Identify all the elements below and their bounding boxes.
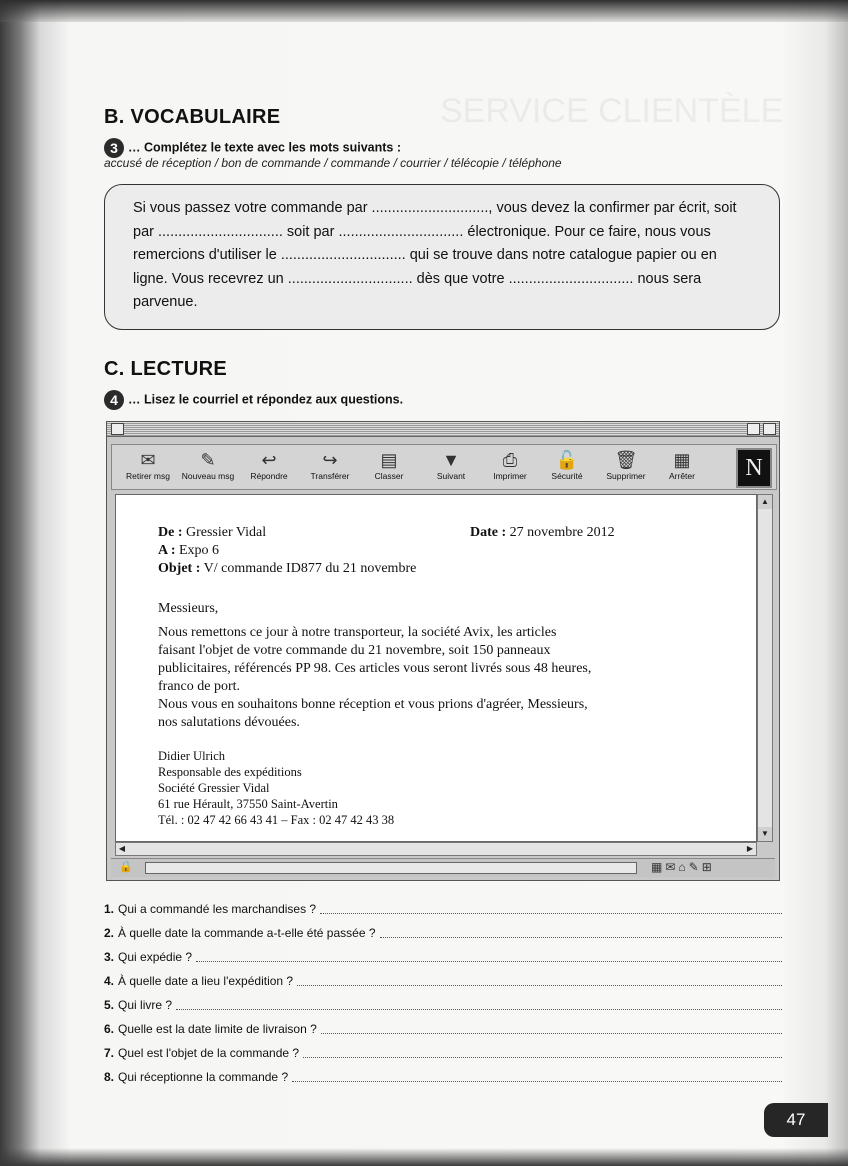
new-message-button[interactable] [178, 447, 238, 487]
reading-instruction: … Lisez le courriel et répondez aux questions. [128, 392, 404, 407]
question-text: À quelle date a lieu l'expédition ? [118, 974, 294, 988]
from-line [158, 525, 266, 541]
vertical-scrollbar[interactable] [757, 494, 773, 842]
component-bar-icons[interactable]: ▦✉⌂✎⊞ [651, 860, 715, 874]
forward-button[interactable] [302, 447, 358, 487]
vocab-instruction-line [104, 138, 401, 158]
subject-label: Objet : [158, 561, 201, 576]
file-button[interactable] [366, 447, 412, 487]
question-row [104, 1070, 782, 1084]
scroll-left-icon[interactable]: ◀ [118, 844, 126, 853]
stop-icon: ▦ [673, 450, 691, 470]
to-value: Expo 6 [179, 543, 220, 558]
stop-button[interactable] [660, 447, 704, 487]
button-label: Sécurité [551, 471, 583, 481]
body-line: franco de port. [158, 679, 241, 694]
question-text: Qui réceptionne la commande ? [118, 1070, 289, 1084]
bleed-through-text: SERVICE CLIENTÈLE [440, 92, 784, 130]
new-message-icon: ✎ [200, 450, 216, 470]
exercise-number-badge: 3 [104, 138, 124, 158]
fill-in-text: Si vous passez votre commande par ............................., vous devez la confirmer par écrit, soit par ............................... soit par ............................... électronique. Pour ce faire, nous vous remercions d'utiliser le ............................... qui se trouve dans notre catalogue papier ou en ligne. Vous recevrez un ............................... dès que votre ............................... nous sera parvenue. [133, 200, 737, 310]
lock-status-icon: 🔒 [119, 861, 133, 873]
question-number: 8. [104, 1070, 115, 1084]
body-line: publicitaires, référencés PP 98. Ces articles vous seront livrés sous 48 heures, [158, 661, 592, 676]
fill-in-box [104, 184, 780, 330]
delete-button[interactable] [600, 447, 652, 487]
button-label: Retirer msg [126, 471, 170, 481]
answer-line[interactable] [380, 926, 782, 938]
file-icon: ▤ [380, 450, 398, 470]
question-row [104, 950, 782, 964]
answer-line[interactable] [297, 974, 782, 986]
status-field [145, 862, 637, 874]
netscape-logo: N [736, 448, 772, 488]
window-titlebar[interactable] [107, 422, 779, 437]
reading-instruction-line [104, 390, 403, 410]
vocab-heading: B. VOCABULAIRE [104, 106, 281, 128]
body-line: nos salutations dévouées. [158, 715, 300, 730]
button-label: Transférer [310, 471, 350, 481]
message-body [115, 494, 757, 842]
trash-icon: 🗑 [614, 450, 638, 470]
question-text: Qui a commandé les marchandises ? [118, 902, 317, 916]
next-button[interactable] [428, 447, 474, 487]
zoom-box[interactable] [747, 423, 760, 435]
close-box[interactable] [111, 423, 124, 435]
button-label: Imprimer [493, 471, 527, 481]
from-label: De : [158, 525, 183, 540]
scroll-down-icon[interactable]: ▼ [758, 827, 772, 841]
subject-value: V/ commande ID877 du 21 novembre [203, 561, 417, 576]
answer-line[interactable] [320, 902, 782, 914]
reply-icon: ↩ [261, 450, 277, 470]
mail-window [106, 421, 780, 881]
security-button[interactable] [544, 447, 590, 487]
question-row [104, 926, 782, 940]
exercise-number-badge: 4 [104, 390, 124, 410]
question-text: Quelle est la date limite de livraison ? [118, 1022, 317, 1036]
date-value: 27 novembre 2012 [509, 525, 615, 540]
from-value: Gressier Vidal [186, 525, 267, 540]
answer-line[interactable] [321, 1022, 782, 1034]
signature-line: Tél. : 02 47 42 66 43 41 – Fax : 02 47 42 43 38 [158, 813, 395, 827]
bottom-shadow [0, 1148, 848, 1166]
date-label: Date : [470, 525, 507, 540]
signature-line: 61 rue Hérault, 37550 Saint-Avertin [158, 797, 338, 811]
signature-line: Responsable des expéditions [158, 765, 302, 779]
signature-line: Didier Ulrich [158, 749, 225, 763]
reading-heading: C. LECTURE [104, 358, 227, 380]
answer-line[interactable] [196, 950, 782, 962]
retrieve-icon: ✉ [140, 450, 156, 470]
next-icon: ▼ [442, 450, 460, 470]
date-line [470, 525, 615, 541]
scroll-up-icon[interactable]: ▲ [758, 495, 772, 509]
question-number: 7. [104, 1046, 115, 1060]
scroll-right-icon[interactable]: ▶ [746, 844, 754, 853]
question-number: 4. [104, 974, 115, 988]
question-row [104, 1022, 782, 1036]
lock-icon: 🔓 [555, 450, 579, 470]
question-row [104, 1046, 782, 1060]
button-label: Nouveau msg [181, 471, 235, 481]
question-text: Quel est l'objet de la commande ? [118, 1046, 300, 1060]
top-shadow [0, 0, 848, 22]
to-line [158, 543, 219, 559]
to-label: A : [158, 543, 176, 558]
vocab-instruction: … Complétez le texte avec les mots suivants : [128, 140, 402, 155]
question-row [104, 998, 782, 1012]
reply-button[interactable] [244, 447, 294, 487]
page-number: 47 [764, 1103, 828, 1137]
signature-line: Société Gressier Vidal [158, 781, 270, 795]
collapse-box[interactable] [763, 423, 776, 435]
question-number: 1. [104, 902, 115, 916]
question-row [104, 902, 782, 916]
button-label: Suivant [436, 471, 466, 481]
print-button[interactable] [486, 447, 534, 487]
body-line: Nous vous en souhaitons bonne réception et vous prions d'agréer, Messieurs, [158, 697, 588, 712]
question-number: 5. [104, 998, 115, 1012]
answer-line[interactable] [292, 1070, 782, 1082]
question-text: À quelle date la commande a-t-elle été passée ? [118, 926, 376, 940]
status-bar [111, 858, 775, 877]
button-label: Supprimer [606, 471, 646, 481]
question-number: 6. [104, 1022, 115, 1036]
mail-toolbar [111, 444, 777, 490]
question-text: Qui expédie ? [118, 950, 193, 964]
print-icon: ⎙ [502, 450, 518, 470]
subject-line [158, 561, 416, 577]
question-number: 2. [104, 926, 115, 940]
answer-line[interactable] [303, 1046, 782, 1058]
question-number: 3. [104, 950, 115, 964]
forward-icon: ↪ [322, 450, 338, 470]
button-label: Arrêter [669, 471, 695, 481]
question-row [104, 974, 782, 988]
word-list: accusé de réception / bon de commande / commande / courrier / télécopie / téléphone [104, 156, 562, 170]
button-label: Classer [374, 471, 404, 481]
body-line: faisant l'objet de votre commande du 21 novembre, soit 150 panneaux [158, 643, 551, 658]
horizontal-scrollbar[interactable] [115, 842, 757, 856]
body-line: Nous remettons ce jour à notre transporteur, la société Avix, les articles [158, 625, 557, 640]
answer-line[interactable] [176, 998, 782, 1010]
retrieve-button[interactable] [120, 447, 176, 487]
greeting: Messieurs, [158, 601, 219, 616]
button-label: Répondre [250, 471, 288, 481]
question-text: Qui livre ? [118, 998, 173, 1012]
